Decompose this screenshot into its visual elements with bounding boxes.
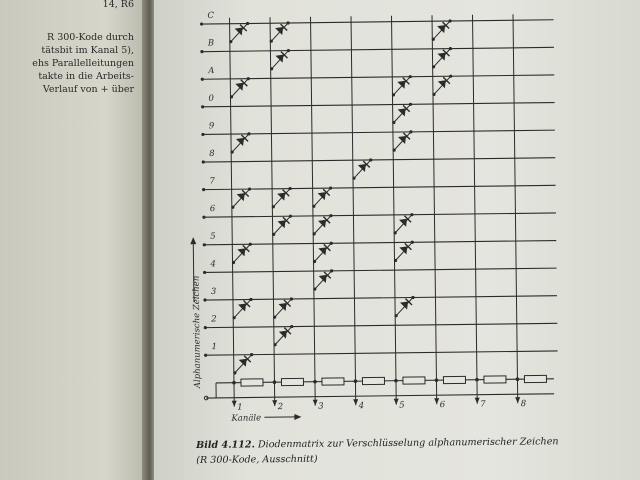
caption-line2: (R 300-Kode, Ausschnitt) <box>196 453 318 466</box>
channel-arrow <box>394 399 399 405</box>
diode <box>394 296 414 317</box>
row-label: C <box>207 10 215 21</box>
row-line-0 <box>203 103 555 107</box>
diode <box>393 213 413 234</box>
diode <box>229 22 249 43</box>
diode <box>232 243 252 264</box>
row-terminal <box>201 105 204 108</box>
diode <box>394 241 414 262</box>
row-label: 8 <box>209 148 215 159</box>
channel-label: 2 <box>277 402 284 413</box>
row-label: 1 <box>211 342 218 353</box>
left-text-line: R 300-Kode durch <box>47 32 134 43</box>
diode <box>230 77 250 98</box>
row-label: 2 <box>211 314 217 325</box>
channel-label: 6 <box>439 400 446 411</box>
rows-axis-label: Alphanumerische Zeichen <box>191 275 204 389</box>
channel-arrow <box>272 400 277 406</box>
left-text-line: 14, R6 <box>102 0 134 10</box>
resistor <box>524 375 546 382</box>
resistor <box>484 376 506 383</box>
row-line-4 <box>205 268 557 272</box>
row-line-6 <box>204 213 556 217</box>
bus-junction <box>516 377 520 381</box>
diode <box>271 187 291 208</box>
diode <box>233 353 253 374</box>
diode <box>431 19 451 40</box>
row-line-C <box>202 20 554 24</box>
diode <box>392 130 412 151</box>
channel-label: 4 <box>358 401 365 412</box>
diode <box>269 21 289 42</box>
resistor <box>362 377 384 384</box>
diode <box>273 297 293 318</box>
channel-label: 7 <box>480 399 486 410</box>
bus-junction <box>394 379 398 383</box>
diode <box>270 49 290 70</box>
channel-label: 1 <box>237 402 243 413</box>
diode <box>231 187 251 208</box>
row-terminal <box>202 188 205 191</box>
row-label: 3 <box>210 286 217 297</box>
row-terminal <box>200 50 203 53</box>
channel-arrow <box>515 397 520 403</box>
channel-arrow <box>434 398 439 404</box>
diode <box>272 215 292 236</box>
row-line-5 <box>204 241 556 245</box>
channel-line-4 <box>351 16 356 405</box>
resistor <box>403 377 425 384</box>
bus-junction <box>313 380 317 384</box>
row-terminal <box>201 133 204 136</box>
row-line-B <box>202 47 554 51</box>
row-terminal <box>203 243 206 246</box>
row-label: B <box>207 38 215 49</box>
diode <box>392 75 412 96</box>
resistor <box>281 378 303 385</box>
diode <box>352 158 372 179</box>
diode <box>432 47 452 68</box>
row-terminal <box>200 22 203 25</box>
bus-junction <box>232 381 236 385</box>
left-text-line: takte in die Arbeits- <box>38 71 134 82</box>
channel-line-5 <box>392 16 397 405</box>
row-label: A <box>208 66 215 77</box>
row-terminal <box>204 326 207 329</box>
diode <box>312 214 332 235</box>
row-terminal <box>204 354 207 357</box>
resistor <box>241 379 263 386</box>
diode <box>313 269 333 290</box>
row-label: 4 <box>210 259 217 270</box>
row-terminal <box>201 78 204 81</box>
bus-junction <box>273 380 277 384</box>
row-line-3 <box>205 296 557 300</box>
diode <box>432 75 452 96</box>
figure-caption <box>196 434 616 468</box>
row-line-9 <box>203 130 555 134</box>
row-label: 6 <box>209 204 216 215</box>
channel-label: 3 <box>318 401 324 412</box>
channel-line-6 <box>432 15 437 404</box>
row-line-2 <box>205 323 557 327</box>
caption-line1: Diodenmatrix zur Verschlüsselung alphanumerischer Zeichen <box>257 436 559 451</box>
row-terminal <box>203 298 206 301</box>
left-text-line: ehs Parallelleitungen <box>32 58 134 69</box>
resistor <box>322 378 344 385</box>
row-line-8 <box>203 158 555 162</box>
diode <box>230 132 250 153</box>
diode <box>273 325 293 346</box>
channel-line-1 <box>230 18 235 407</box>
row-terminal <box>202 216 205 219</box>
channel-label: 8 <box>520 399 527 410</box>
channels-axis-arrowhead <box>294 414 301 420</box>
bus-junction <box>354 379 358 383</box>
row-line-7 <box>204 185 556 189</box>
row-line-1 <box>206 351 558 355</box>
channel-line-3 <box>311 17 316 406</box>
diode <box>392 103 412 124</box>
channel-line-8 <box>513 14 518 403</box>
row-line-A <box>202 75 554 79</box>
left-text-line: Verlauf von + über <box>42 84 134 95</box>
channel-line-2 <box>270 17 275 406</box>
channels-axis-label: Kanäle <box>231 413 262 424</box>
channel-arrow <box>313 400 318 406</box>
channel-arrow <box>475 398 480 404</box>
left-text-line: tätsbit im Kanal 5), <box>41 45 134 56</box>
bus-junction <box>435 378 439 382</box>
row-terminal <box>203 271 206 274</box>
bus-junction <box>475 378 479 382</box>
row-label: 0 <box>208 93 214 104</box>
row-terminal <box>202 160 205 163</box>
diode <box>313 242 333 263</box>
row-label: 5 <box>210 231 216 242</box>
channel-line-7 <box>472 15 477 404</box>
rows-axis-arrowhead <box>190 237 196 244</box>
caption-number: Bild 4.112. <box>196 439 255 451</box>
ground-line <box>206 394 554 398</box>
resistor <box>443 376 465 383</box>
row-label: 9 <box>208 121 215 132</box>
diode <box>312 186 332 207</box>
channel-label: 5 <box>399 400 405 411</box>
channel-arrow <box>232 401 237 407</box>
row-label: 7 <box>209 176 216 187</box>
channel-arrow <box>353 399 358 405</box>
diode <box>232 298 252 319</box>
